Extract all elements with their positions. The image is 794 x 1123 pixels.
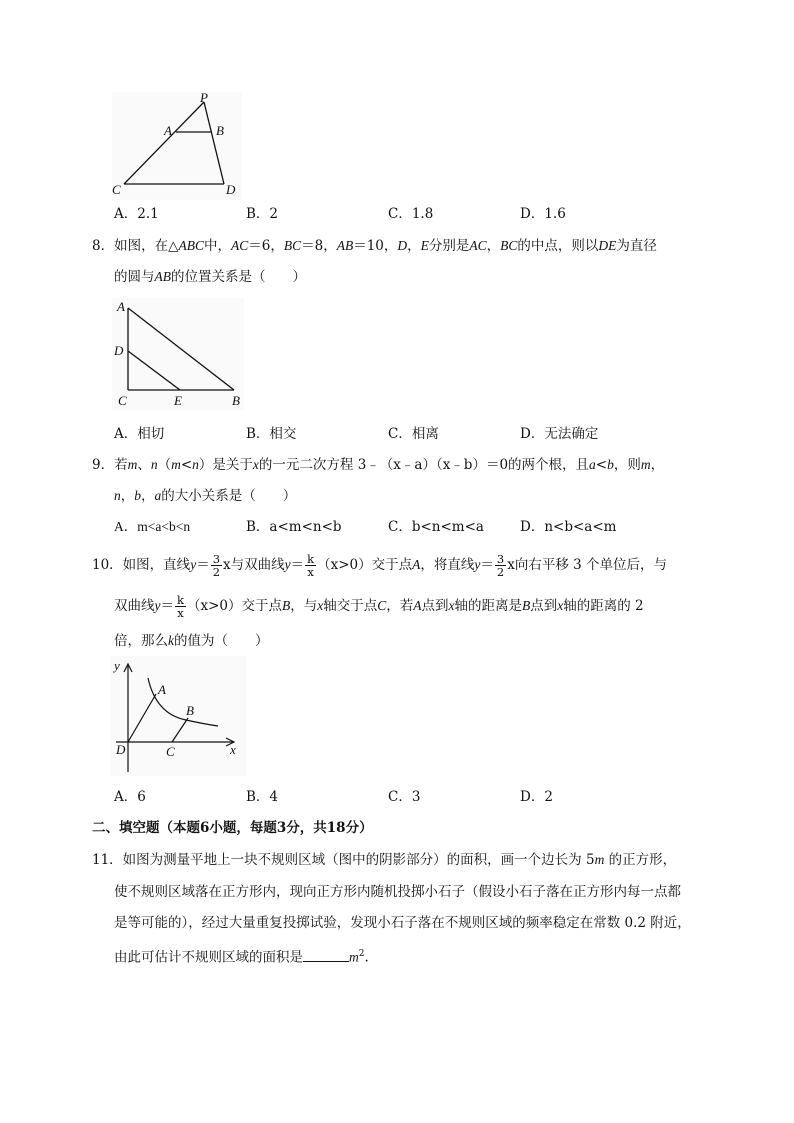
q11-stem-line2: 使不规则区域落在正方形内，现向正方形内随机投掷小石子（假设小石子落在正方形内每一点都	[114, 884, 681, 900]
q8-figure	[112, 298, 244, 410]
q9-stem-line1: 9．若m、n（m<n）是关于x的一元二次方程 3﹣（x﹣a）（x﹣b）＝0的两个根，且a<b，则m，	[92, 457, 665, 473]
q10-option-d[interactable]: D．2	[520, 789, 553, 805]
q7-option-a[interactable]: A．2.1	[114, 206, 159, 222]
q8-label-b: B	[232, 393, 240, 408]
q10-figure	[110, 656, 246, 776]
q10-stem-line2: 双曲线y＝ $\frac{k}{x}$ （x>0）交于点B，与x轴交于点C，若A点到x轴的距离是B点到x轴的距离的 2	[114, 593, 644, 620]
q11-stem-line3: 是等可能的），经过大量重复投掷试验，发现小石子落在不规则区域的频率稳定在常数 0.2 附近，	[114, 915, 691, 931]
q7-label-c: C	[112, 182, 121, 197]
q10-frac-3-2-b: $\frac{3}{2}$	[496, 552, 505, 579]
q7-option-d[interactable]: D．1.6	[520, 206, 566, 222]
q8-label-a: A	[117, 299, 125, 314]
q8-option-d[interactable]: D．无法确定	[520, 426, 599, 442]
q10-label-d: D	[116, 742, 126, 757]
q7-label-a: A	[164, 123, 172, 138]
q8-stem-line2: 的圆与AB的位置关系是（ ）	[114, 269, 306, 285]
q7-label-b: B	[216, 123, 224, 138]
q7-label-p: P	[200, 92, 208, 105]
q9-stem-line2: n，b，a的大小关系是（ ）	[114, 488, 297, 504]
q10-figure-bg	[110, 656, 246, 776]
q7-option-b[interactable]: B．2	[246, 206, 279, 222]
q8-stem-line1: 8．如图，在△ABC中，AC＝6，BC＝8，AB＝10，D，E分别是AC，BC的中点，则以DE为直径	[92, 238, 657, 254]
q8-option-a[interactable]: A．相切	[114, 426, 165, 442]
q11-answer-blank[interactable]	[303, 949, 349, 962]
q9-option-c[interactable]: C．b<n<m<a	[388, 519, 484, 535]
q10-label-y: y	[114, 658, 120, 673]
q10-option-a[interactable]: A．6	[114, 789, 146, 805]
q10-stem-line1: 10．如图，直线y＝ $\frac{3}{2}$ x与双曲线y＝ $\frac{k}{x}$ （x>0）交于点A，将直线y＝ $\frac{3}{2}$ x向右平移 3 个单位后，与	[92, 552, 667, 579]
q10-frac-k-x-a: $\frac{k}{x}$	[307, 552, 315, 579]
q9-option-b[interactable]: B．a<m<n<b	[246, 519, 342, 535]
q10-label-b: B	[186, 703, 194, 718]
q8-label-c: C	[118, 393, 127, 408]
q10-label-x: x	[230, 742, 236, 757]
q10-option-c[interactable]: C．3	[388, 789, 421, 805]
q7-figure	[112, 92, 242, 200]
q10-label-c: C	[166, 744, 175, 759]
q8-option-b[interactable]: B．相交	[246, 426, 297, 442]
q7-option-c[interactable]: C．1.8	[388, 206, 434, 222]
q10-option-b[interactable]: B．4	[246, 789, 279, 805]
q10-stem-line3: 倍，那么k的值为（ ）	[114, 633, 269, 649]
q7-label-d: D	[226, 182, 236, 197]
q9-option-d[interactable]: D．n<b<a<m	[520, 519, 617, 535]
q11-stem-line4: 由此可估计不规则区域的面积是 $m^2$.	[114, 949, 369, 966]
q8-label-e: E	[174, 393, 182, 408]
q9-option-a[interactable]: A．m<a<b<n	[114, 519, 191, 534]
q11-stem-line1: 11．如图为测量平地上一块不规则区域（图中的阴影部分）的面积，画一个边长为 5m 的正方形，	[92, 852, 677, 868]
q10-frac-3-2-a: $\frac{3}{2}$	[212, 552, 221, 579]
q10-label-a: A	[158, 682, 166, 697]
q8-option-c[interactable]: C．相离	[388, 426, 439, 442]
section-fill-in-title: 二、填空题（本题6小题，每题3分，共18分）	[92, 820, 373, 836]
q10-frac-k-x-b: $\frac{k}{x}$	[177, 593, 184, 620]
q8-label-d: D	[114, 343, 124, 358]
